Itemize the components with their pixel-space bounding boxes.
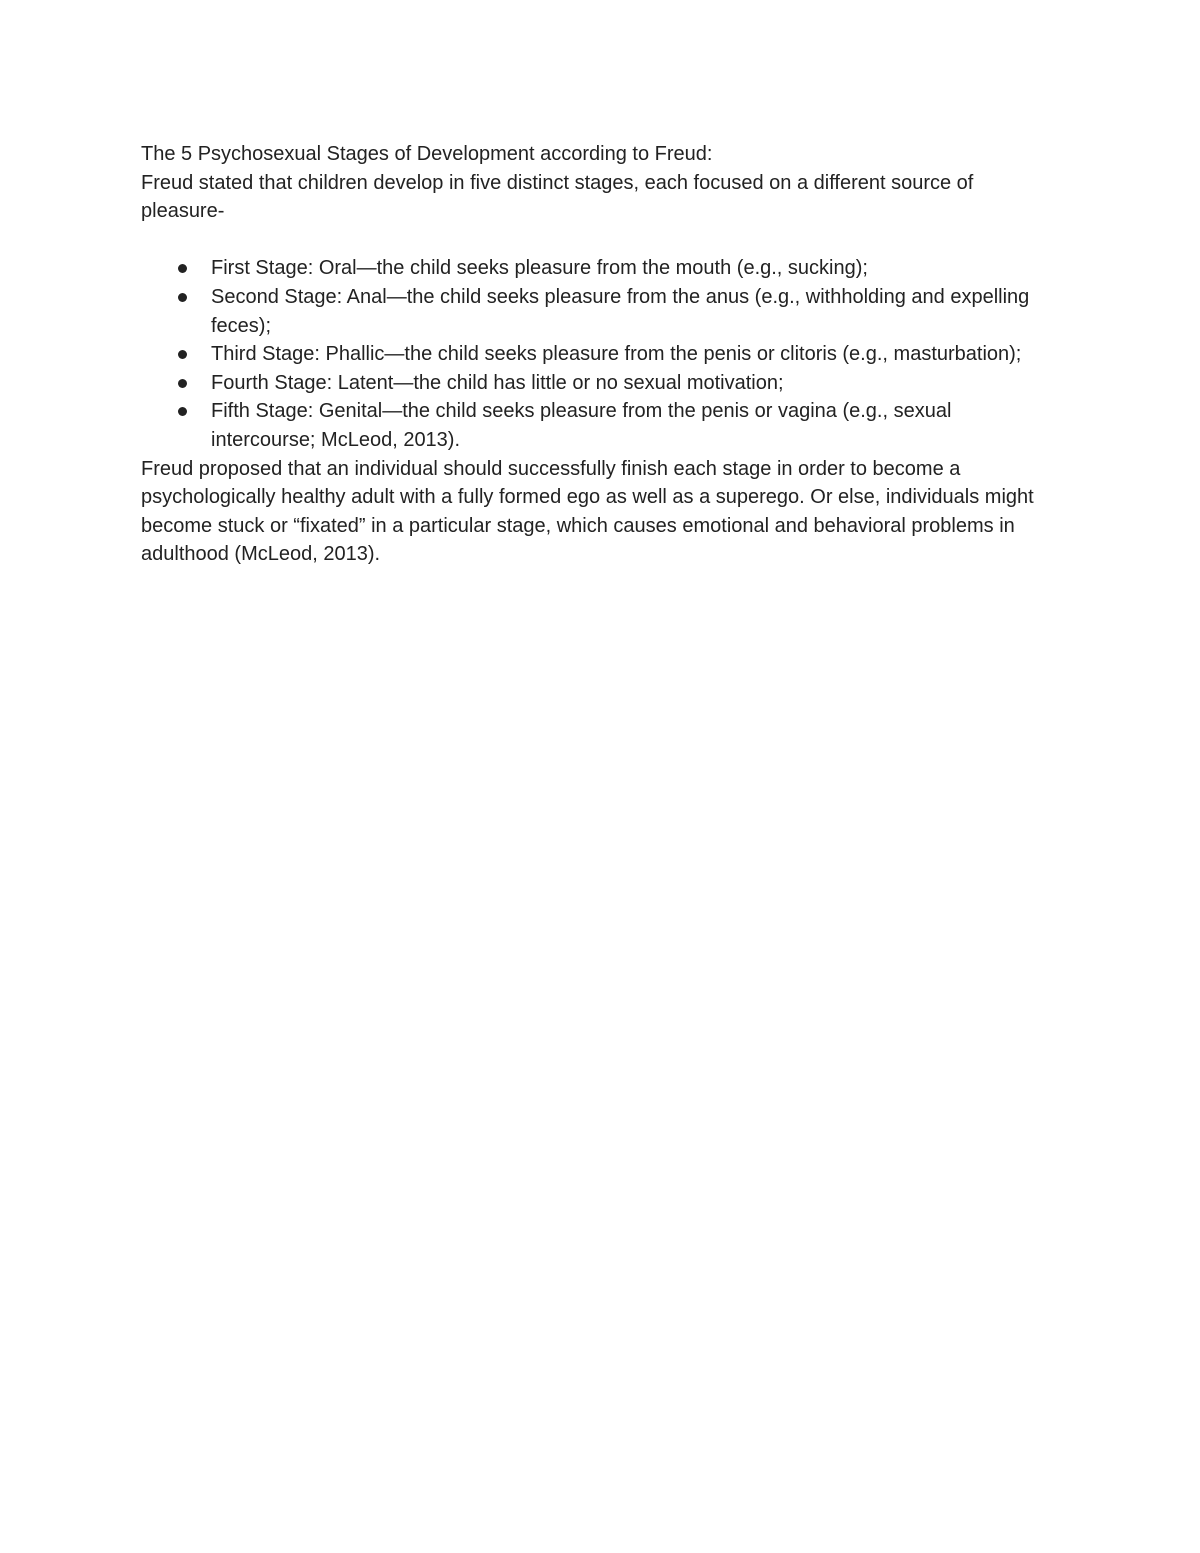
intro-paragraph: Freud stated that children develop in five distinct stages, each focused on a different source of pleasure- [141, 171, 974, 223]
conclusion-paragraph: Freud proposed that an individual should successfully finish each stage in order to become a psychologically healthy adult with a fully formed ego as well as a superego. Or else, individuals might become stuck or “fixated” in a particular stage, which causes emotional and behavioral problems in adulthood (McLeod, 2013). [141, 457, 1034, 566]
blank-line [141, 226, 1061, 255]
document-title: The 5 Psychosexual Stages of Development according to Freud: [141, 143, 713, 165]
stage-text: Fourth Stage: Latent—the child has little or no sexual motivation; [211, 371, 784, 394]
bullet-icon [178, 407, 187, 416]
bullet-icon [178, 350, 187, 359]
bullet-icon [178, 264, 187, 273]
list-item [211, 397, 1061, 454]
bullet-icon [178, 293, 187, 302]
stages-list [141, 254, 1061, 454]
list-item [211, 369, 1061, 398]
stage-text: Second Stage: Anal—the child seeks pleasure from the anus (e.g., withholding and expelling feces); [211, 285, 1030, 337]
document-body [141, 140, 1061, 569]
stage-text: First Stage: Oral—the child seeks pleasure from the mouth (e.g., sucking); [211, 257, 868, 280]
list-item [211, 340, 1061, 369]
stage-text: Third Stage: Phallic—the child seeks pleasure from the penis or clitoris (e.g., masturbation); [211, 343, 1022, 366]
stage-text: Fifth Stage: Genital—the child seeks pleasure from the penis or vagina (e.g., sexual intercourse; McLeod, 2013). [211, 400, 952, 451]
bullet-icon [178, 379, 187, 388]
list-item [211, 254, 1061, 283]
list-item [211, 283, 1061, 340]
